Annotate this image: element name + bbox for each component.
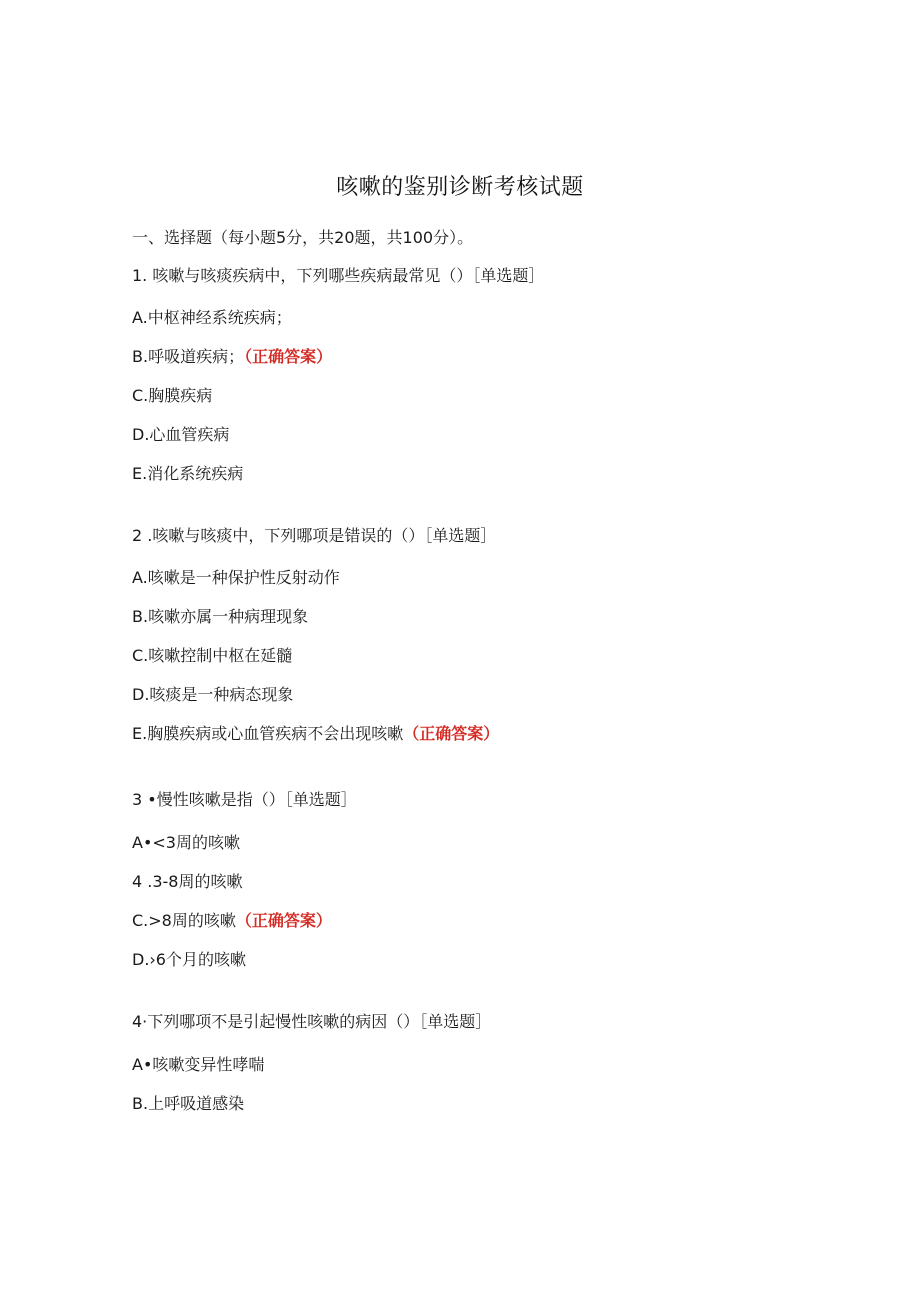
question-4-option-b: B.上呼吸道感染 bbox=[132, 1094, 245, 1113]
question-1-option-c: C.胸膜疾病 bbox=[132, 386, 213, 405]
page-title: 咳嗽的鉴别诊断考核试题 bbox=[336, 175, 584, 200]
question-1-option-b bbox=[132, 346, 332, 368]
question-3-option-d: D.›6个月的咳嗽 bbox=[132, 950, 246, 969]
question-1-option-e: E.消化系统疾病 bbox=[132, 464, 244, 483]
question-2-option-d: D.咳痰是一种病态现象 bbox=[132, 685, 294, 704]
correct-answer-tag: （正确答案） bbox=[403, 724, 500, 743]
question-1-stem: 1. 咳嗽与咳痰疾病中，下列哪些疾病最常见（）［单选题］ bbox=[132, 266, 545, 285]
question-3-option-b: 4 .3-8周的咳嗽 bbox=[132, 872, 243, 891]
correct-answer-tag: （正确答案） bbox=[235, 911, 332, 930]
correct-answer-tag: （正确答案） bbox=[244, 347, 333, 366]
question-1-option-d: D.心血管疾病 bbox=[132, 425, 230, 444]
question-2-option-e bbox=[132, 723, 499, 745]
question-4-stem: 4·下列哪项不是引起慢性咳嗽的病因（）［单选题］ bbox=[132, 1012, 492, 1031]
question-3-option-a: A•<3周的咳嗽 bbox=[132, 833, 240, 852]
question-2-option-a: A.咳嗽是一种保护性反射动作 bbox=[132, 568, 340, 587]
question-2-option-c: C.咳嗽控制中枢在延髓 bbox=[132, 646, 293, 665]
question-2-option-b: B.咳嗽亦属一种病理现象 bbox=[132, 607, 309, 626]
question-4-option-a: A•咳嗽变异性哮喘 bbox=[132, 1055, 265, 1074]
question-2-stem: 2 .咳嗽与咳痰中，下列哪项是错误的（）［单选题］ bbox=[132, 526, 497, 545]
question-3-option-c bbox=[132, 910, 332, 932]
option-text: C.>8周的咳嗽 bbox=[132, 911, 236, 930]
section-header: 一、选择题（每小题5分，共20题，共100分）。 bbox=[132, 228, 474, 247]
question-3-stem: 3 •慢性咳嗽是指（）［单选题］ bbox=[132, 790, 357, 809]
option-text: E.胸膜疾病或心血管疾病不会出现咳嗽 bbox=[132, 724, 404, 743]
question-1-option-a: A.中枢神经系统疾病； bbox=[132, 308, 292, 327]
option-text: B.呼吸道疾病； bbox=[132, 347, 245, 366]
